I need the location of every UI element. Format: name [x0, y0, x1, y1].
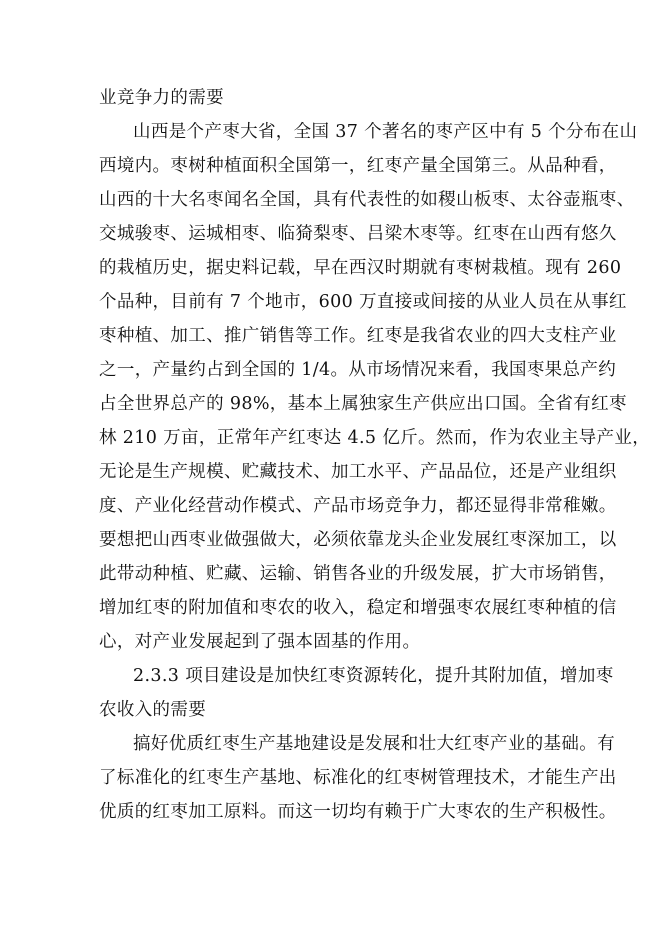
paragraph-line: 枣种植、加工、推广销售等工作。红枣是我省农业的四大支柱产业 [99, 326, 617, 346]
paragraph-line: 个品种，目前有 7 个地市，600 万直接或间接的从业人员在从事红 [99, 292, 627, 312]
paragraph-line: 之一，产量约占到全国的 1/4。从市场情况来看，我国枣果总产约 [99, 360, 617, 380]
paragraph-line: 的栽植历史，据史料记载，早在西汉时期就有枣树栽植。现有 260 [99, 258, 622, 278]
paragraph-line: 优质的红枣加工原料。而这一切均有赖于广大枣农的生产积极性。 [99, 802, 617, 822]
paragraph-line: 度、产业化经营动作模式、产品市场竞争力，都还显得非常稚嫩。 [99, 496, 617, 516]
paragraph-line: 林 210 万亩，正常年产红枣达 4.5 亿斤。然而，作为农业主导产业， [99, 428, 651, 448]
paragraph-line: 此带动种植、贮藏、运输、销售各业的升级发展，扩大市场销售， [99, 564, 617, 584]
paragraph-line: 增加红枣的附加值和枣农的收入，稳定和增强枣农展红枣种植的信 [99, 598, 617, 618]
section-heading: 2.3.3 项目建设是加快红枣资源转化，提升其附加值，增加枣 [133, 666, 614, 686]
paragraph-line: 占全世界总产的 98%，基本上属独家生产供应出口国。全省有红枣 [99, 394, 627, 414]
section-heading-continuation: 业竞争力的需要 [99, 88, 224, 108]
paragraph-line: 山西的十大名枣闻名全国，具有代表性的如稷山板枣、太谷壶瓶枣、 [99, 190, 635, 210]
paragraph-line: 心，对产业发展起到了强本固基的作用。 [99, 632, 421, 652]
paragraph-line: 了标准化的红枣生产基地、标准化的红枣树管理技术，才能生产出 [99, 768, 617, 788]
paragraph-line: 搞好优质红枣生产基地建设是发展和壮大红枣产业的基础。有 [133, 734, 615, 754]
paragraph-line: 要想把山西枣业做强做大，必须依靠龙头企业发展红枣深加工，以 [99, 530, 617, 550]
paragraph-line: 交城骏枣、运城相枣、临猗梨枣、吕梁木枣等。红枣在山西有悠久 [99, 224, 617, 244]
paragraph-line: 无论是生产规模、贮藏技术、加工水平、产品品位，还是产业组织 [99, 462, 617, 482]
section-heading: 农收入的需要 [99, 700, 207, 720]
paragraph-line: 山西是个产枣大省，全国 37 个著名的枣产区中有 5 个分布在山 [133, 122, 638, 142]
paragraph-line: 西境内。枣树种植面积全国第一，红枣产量全国第三。从品种看， [99, 156, 617, 176]
